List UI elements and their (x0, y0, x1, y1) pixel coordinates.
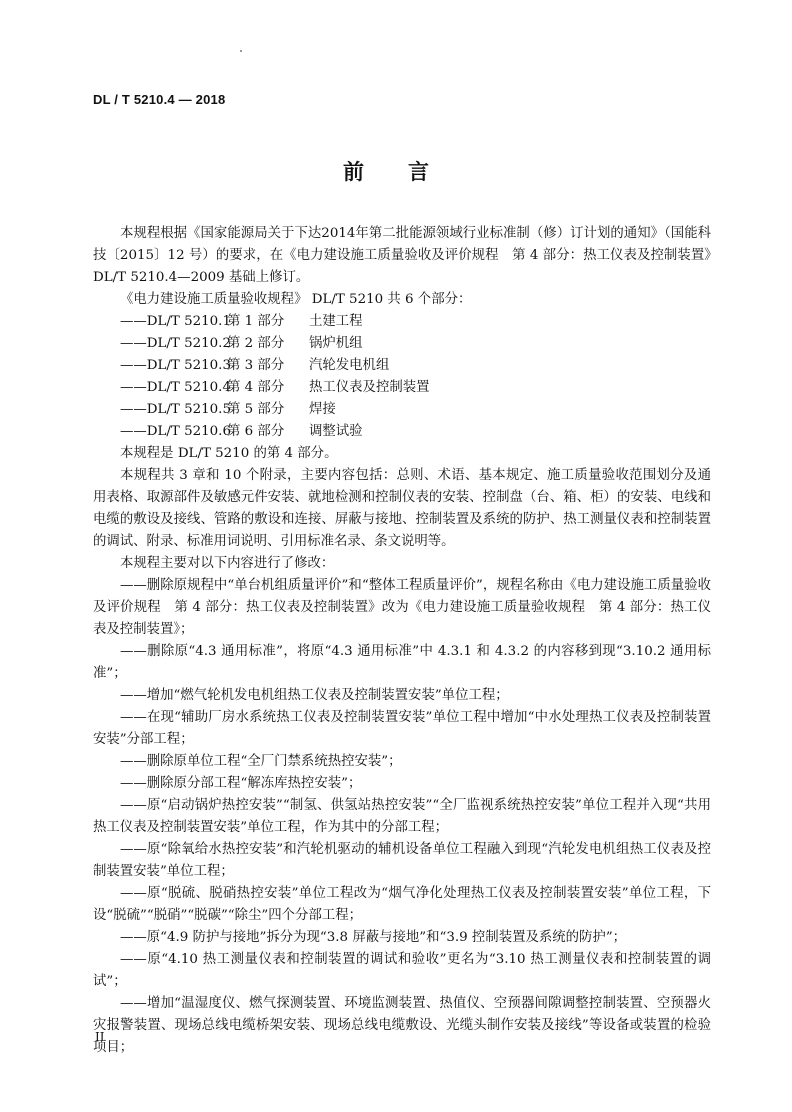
part-number: 第 5 部分 (227, 402, 285, 417)
change-item: ——删除原单位工程“全厂门禁系统热控安装”； (120, 754, 402, 769)
part-name: 土建工程 (309, 314, 363, 329)
change-item: ——原“4.9 防护与接地”拆分为现“3.8 屏蔽与接地”和“3.9 控制装置及系统的防护”； (120, 930, 627, 945)
change-item: ——在现“辅助厂房水系统热工仪表及控制装置安装”单位工程中增加“中水处理热工仪表及控制装置安装”分部工程； (93, 710, 711, 747)
part-code: ——DL/T 5210.2 (120, 336, 231, 351)
change-item: ——删除原“4.3 通用标准”，将原“4.3 通用标准”中 4.3.1 和 4.3.2 的内容移到现“3.10.2 通用标准”； (93, 644, 711, 681)
change-item: ——删除原分部工程“解冻库热控安装”； (120, 776, 362, 791)
part-name: 焊接 (309, 402, 336, 417)
part-name: 热工仪表及控制装置 (309, 380, 430, 395)
part-name: 调整试验 (309, 424, 363, 439)
standard-code-header: DL / T 5210.4 — 2018 (93, 92, 226, 107)
document-body (93, 223, 711, 1059)
this-part-paragraph: 本规程是 DL/T 5210 的第 4 部分。 (120, 446, 338, 461)
part-number: 第 6 部分 (227, 424, 285, 439)
change-item: ——删除原规程中“单台机组质量评价”和“整体工程质量评价”，规程名称由《电力建设施工质量验收及评价规程 第 4 部分：热工仪表及控制装置》改为《电力建设施工质量验收规程 第 4 部分：热工仪表及控制装置》； (93, 578, 711, 637)
change-item: ——原“启动锅炉热控安装”“制氢、供氢站热控安装”“全厂监视系统热控安装”单位工程并入现“共用热工仪表及控制装置安装”单位工程，作为其中的分部工程； (93, 798, 711, 835)
part-number: 第 1 部分 (227, 314, 285, 329)
part-list-item (93, 311, 711, 333)
change-item: ——原“4.10 热工测量仪表和控制装置的调试和验收”更名为“3.10 热工测量仪表和控制装置的调试”； (93, 952, 711, 989)
part-code: ——DL/T 5210.1 (120, 314, 231, 329)
contents-paragraph: 本规程共 3 章和 10 个附录，主要内容包括：总则、术语、基本规定、施工质量验收范围划分及通用表格、取源部件及敏感元件安装、就地检测和控制仪表的安装、控制盘（台、箱、柜）的安装、电线和电缆的敷设及接线、管路的敷设和连接、屏蔽与接地、控制装置及系统的防护、热工测量仪表和控制装置的调试、附录、标准用词说明、引用标准名录、条文说明等。 (93, 468, 711, 549)
part-number: 第 3 部分 (227, 358, 285, 373)
part-code: ——DL/T 5210.4 (120, 380, 231, 395)
scan-speck (240, 50, 242, 52)
page-number: II (95, 1030, 105, 1044)
intro-paragraph: 本规程根据《国家能源局关于下达2014年第二批能源领域行业标准制（修）订计划的通知》（国能科技〔2015〕12 号）的要求，在《电力建设施工质量验收及评价规程 第 4 部分：热工仪表及控制装置》DL/T 5210.4—2009 基础上修订。 (93, 226, 711, 285)
parts-intro-paragraph: 《电力建设施工质量验收规程》 DL/T 5210 共 6 个部分： (120, 292, 472, 307)
change-item: ——增加“燃气轮机发电机组热工仪表及控制装置安装”单位工程； (120, 688, 509, 703)
change-item: ——原“除氧给水热控安装”和汽轮机驱动的辅机设备单位工程融入到现“汽轮发电机组热工仪表及控制装置安装”单位工程； (93, 842, 711, 879)
part-list-item (93, 399, 711, 421)
part-code: ——DL/T 5210.3 (120, 358, 231, 373)
part-code: ——DL/T 5210.5 (120, 402, 231, 417)
part-number: 第 2 部分 (227, 336, 285, 351)
part-list-item (93, 333, 711, 355)
change-item: ——原“脱硫、脱硝热控安装”单位工程改为“烟气净化处理热工仪表及控制装置安装”单位工程，下设“脱硫”“脱硝”“脱碳”“除尘”四个分部工程； (93, 886, 711, 923)
part-number: 第 4 部分 (227, 380, 285, 395)
part-list-item (93, 421, 711, 443)
part-name: 锅炉机组 (309, 336, 363, 351)
part-code: ——DL/T 5210.6 (120, 424, 231, 439)
part-list-item (93, 355, 711, 377)
part-list-item (93, 377, 711, 399)
part-name: 汽轮发电机组 (309, 358, 390, 373)
change-item: ——增加“温湿度仪、燃气探测装置、环境监测装置、热值仪、空预器间隙调整控制装置、空预器火灾报警装置、现场总线电缆桥架安装、现场总线电缆敷设、光缆头制作安装及接线”等设备或装置的检验项目； (93, 996, 711, 1055)
page-title: 前言 (343, 159, 473, 184)
changes-intro-paragraph: 本规程主要对以下内容进行了修改： (120, 556, 335, 571)
